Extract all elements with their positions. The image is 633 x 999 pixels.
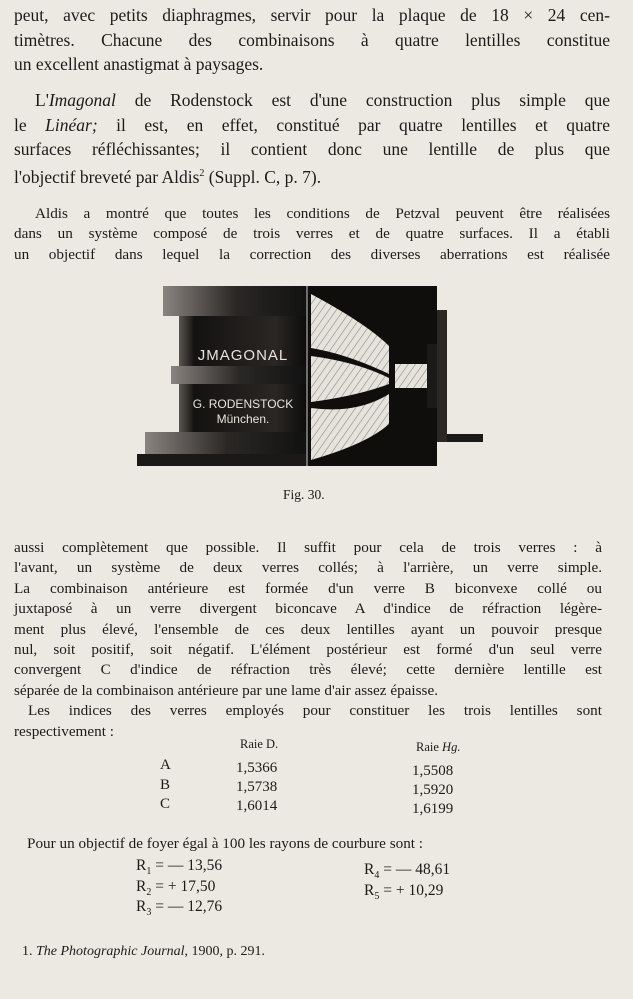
text-line: convergent C d'indice de réfraction très élevé; cette dernière lentille est (14, 661, 602, 679)
table-cell: 1,5366 (236, 760, 278, 776)
linear-term: Linéar; (45, 114, 98, 135)
paragraph-construction (14, 538, 602, 742)
radius-r3: $R_3$ = — 12,76 (136, 898, 223, 919)
text-line: surfaces réfléchissantes; il contient donc une lentille de plus que (14, 139, 610, 159)
text-line: séparée de la combinaison antérieure par une lame d'air assez épaisse. (14, 681, 438, 699)
paragraph-imagonal (14, 88, 610, 189)
paragraph-continuation (14, 3, 610, 77)
lens-city-label: München. (216, 412, 270, 426)
table-row-label: C (160, 796, 171, 812)
table-header-raie-hg: Raie Hg. (416, 740, 461, 754)
footnote-ref: 2 (199, 167, 205, 179)
text-line: respectivement : (14, 722, 114, 740)
text-line: nul, soit positif, soit négatif. L'élément postérieur est formé d'un seul verre (14, 641, 602, 659)
table-header-raie-d: Raie D. (240, 737, 279, 751)
imagonal-term: Imagonal (48, 90, 116, 110)
text-line: juxtaposé à un verre divergent biconcave A d'indice de réfraction légère- (14, 600, 602, 618)
table-cell: 1,5508 (412, 763, 454, 779)
text-line: ment plus élevé, l'ensemble de ces deux lentilles ayant un pouvoir presque (14, 620, 602, 638)
table-row-label: B (160, 777, 171, 793)
radii-intro: Pour un objectif de foyer égal à 100 les rayons de courbure sont : (27, 835, 424, 852)
footnote: 1. The Photographic Journal, 1900, p. 291. (22, 944, 266, 959)
text-line: l'objectif breveté par Aldis$^2$ (Suppl. C, p. 7). (14, 166, 322, 187)
text-line: dans un système composé de trois verres et de quatre surfaces. Il a établi (14, 225, 610, 243)
text-line: Les indices des verres employés pour constituer les trois lentilles sont (28, 702, 602, 720)
radius-r2: $R_2$ = + 17,50 (136, 878, 216, 899)
text-line: L'Imagonal de Rodenstock est d'une construction plus simple que (35, 90, 610, 110)
text-line: un excellent anastigmat à paysages. (14, 54, 264, 74)
radius-r4: $R_4$ = — 48,61 (364, 861, 451, 882)
table-cell: 1,5920 (412, 782, 454, 798)
radius-r5: $R_5$ = + 10,29 (364, 882, 444, 903)
lens-maker-label: G. RODENSTOCK (192, 397, 294, 411)
table-cell: 1,5738 (236, 779, 278, 795)
text-line: timètres. Chacune des combinaisons à quatre lentilles constitue (14, 29, 610, 50)
text-line: La combinaison antérieure est formée d'un verre B biconvexe collé ou (14, 579, 602, 597)
radius-r1: $R_1$ = — 13,56 (136, 857, 223, 878)
text-line: un objectif dans lequel la correction des diverses aberrations est réalisée (14, 245, 610, 263)
paragraph-aldis (14, 204, 610, 265)
text-line: aussi complètement que possible. Il suffit pour cela de trois verres : à (14, 539, 602, 556)
text-line: le Linéar; il est, en effet, constitué par quatre lentilles et quatre (14, 114, 610, 135)
figure-caption: Fig. 30. (283, 487, 325, 502)
table-row-label: A (160, 757, 171, 773)
lens-brand-label: JMAGONAL (197, 347, 289, 364)
text-line: Aldis a montré que toutes les conditions de Petzval peuvent être réalisées (35, 205, 610, 222)
lens-illustration (127, 284, 487, 474)
table-cell: 1,6199 (412, 801, 454, 817)
table-cell: 1,6014 (236, 798, 278, 814)
text-line: l'avant, un système de deux verres collés; à l'arrière, un verre simple. (14, 559, 602, 577)
footnote-journal: The Photographic Journal (36, 944, 185, 959)
text-line: peut, avec petits diaphragmes, servir pour la plaque de 18 × 24 cen- (14, 5, 610, 25)
